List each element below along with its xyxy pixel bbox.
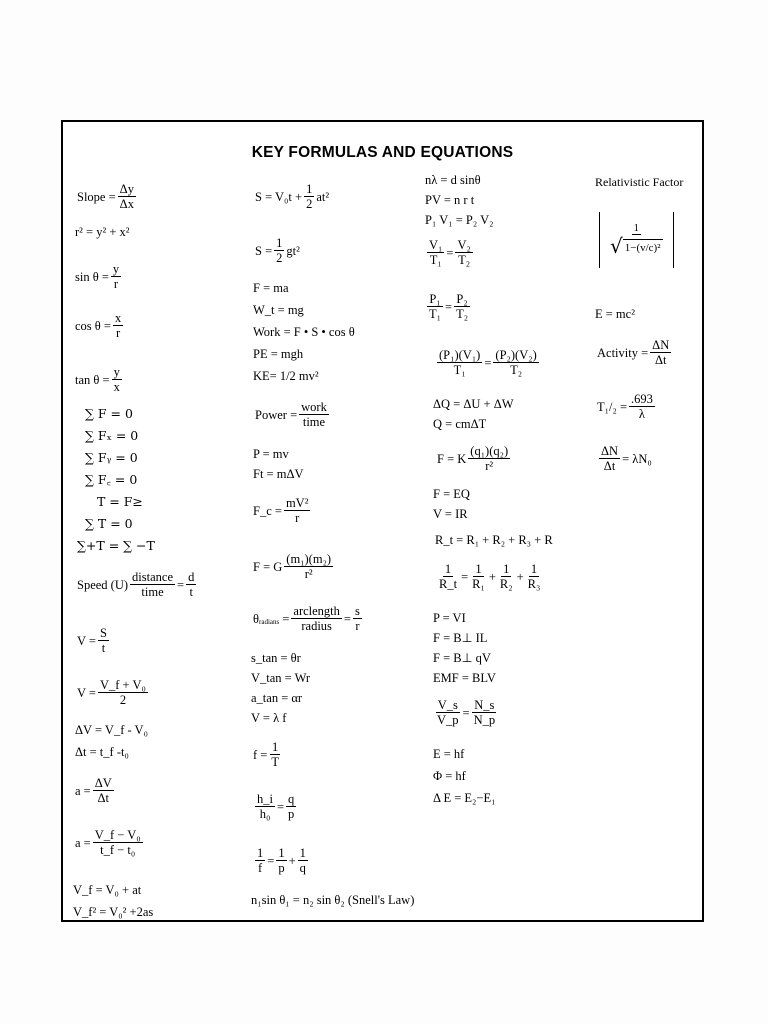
coulomb-law: F = K $\frac{\text{(q₁)(q₂)}}{\text{r²}}$ [437, 444, 509, 474]
speed-formula: Speed (U) $\frac{\text{distance}}{\text{time}}$ = $\frac{d}{t}$ [77, 570, 195, 600]
decay-formula: $\frac{\Delta N}{\Delta t}$ = λN₀ [601, 444, 652, 474]
work-function: Φ = hf [433, 769, 466, 783]
sum-forces-x: ∑ Fₓ = 0 [85, 428, 139, 443]
transformer-formula: $\frac{V\_s}{V\_p}$ = $\frac{N\_s}{N\_p}$ [437, 698, 496, 728]
sum-forces: ∑ F = 0 [85, 406, 133, 421]
series-resistance: R_t = R₁ + R₂ + R₃ + R [435, 533, 553, 547]
gravitation-formula: F = G $\frac{\text{(m₁)(m₂)}}{\text{r²}}$ [253, 552, 332, 582]
velocity-formula: V = $\frac{S}{t}$ [77, 626, 107, 656]
kinetic-energy-formula: KE= 1/2 mv² [253, 369, 319, 383]
tangential-arc: s_tan = θr [251, 651, 301, 665]
boyles-law: P₁ V₁ = P₂ V₂ [425, 213, 494, 227]
specific-heat-formula: Q = cmΔT [433, 417, 487, 431]
energy-difference: Δ E = E₂−E₁ [433, 791, 496, 805]
torque-balance: ∑+T = ∑ −T [77, 538, 155, 553]
tangent-formula: tan θ = $\frac{y}{x}$ [75, 365, 120, 395]
radian-angle-formula: θ radians = $\frac{\text{arclength}}{\text{radius}}$ = $\frac{s}{r}$ [253, 604, 360, 634]
delta-velocity: ΔV = V_f - V₀ [75, 723, 148, 737]
pythagorean-formula: r² = y² + x² [75, 225, 130, 239]
relativistic-factor-formula: 1 √ 1−(v/c)² [599, 212, 674, 268]
cosine-formula: cos θ = $\frac{x}{r}$ [75, 311, 122, 341]
work-formula: Work = F • S • cos θ [253, 325, 355, 339]
half-life-formula: T₁/₂ = $\frac{.693}{\lambda}$ [597, 392, 653, 422]
gay-lussac-law: $\frac{\text{P₁}}{\text{T₁}}$ = $\frac{\text{P₂}}{\text{T₂}}$ [429, 292, 469, 322]
lens-formula: $\frac{1}{f}$ = $\frac{1}{p}$ + $\frac{1}{q}$ [257, 846, 306, 876]
torque-equation: T = F≥ [97, 494, 143, 509]
page-title: KEY FORMULAS AND EQUATIONS [251, 144, 514, 161]
first-law-thermo: ΔQ = ΔU + ΔW [433, 397, 514, 411]
mass-energy-formula: E = mc² [595, 307, 635, 321]
power-formula: Power = $\frac{\text{work}}{\text{time}}$ [255, 400, 327, 430]
delta-time: Δt = t_f -t₀ [75, 745, 129, 759]
ideal-gas-law: PV = n r t [425, 193, 475, 207]
magnification-formula: $\frac{h\_i}{\text{h₀}}$ = $\frac{q}{p}$ [257, 792, 295, 822]
ohms-law: V = IR [433, 507, 468, 521]
electric-field-formula: F = EQ [433, 487, 470, 501]
formula-sheet [61, 120, 704, 922]
tangential-acceleration: a_tan = αr [251, 691, 303, 705]
newton-second-law: F = ma [253, 281, 289, 295]
diffraction-formula: nλ = d sinθ [425, 173, 481, 187]
average-velocity-formula: V = $\frac{\text{V\_f + V₀}}{2}$ [77, 678, 146, 708]
charles-law: $\frac{\text{V₁}}{\text{T₁}}$ = $\frac{\text{V₂}}{\text{T₂}}$ [429, 238, 471, 268]
force-on-charge: F = B⊥ qV [433, 651, 491, 665]
impulse-formula: Ft = mΔV [253, 467, 304, 481]
parallel-resistance: $\frac{1}{R\_t}$ = $\frac{1}{\text{R₁}}$ + $\frac{1}{\text{R₂}}$ + $\frac{1}{\text{R₃}}$ [439, 562, 541, 592]
displacement-formula-2: S = $\frac{1}{2}$ gt² [255, 236, 300, 266]
photon-energy: E = hf [433, 747, 465, 761]
momentum-formula: P = mv [253, 447, 289, 461]
wave-speed-formula: V = λ f [251, 711, 287, 725]
sum-forces-z: ∑ F꜀ = 0 [85, 472, 138, 487]
snells-law: n₁sin θ₁ = n₂ sin θ₂ (Snell's Law) [251, 893, 415, 907]
final-velocity-1: V_f = V₀ + at [73, 883, 142, 897]
sum-forces-y: ∑ Fᵧ = 0 [85, 450, 138, 465]
displacement-formula-1: S = V₀t + $\frac{1}{2}$ at² [255, 182, 330, 212]
sine-formula: sin θ = $\frac{y}{r}$ [75, 262, 120, 292]
weight-formula: W_t = mg [253, 303, 304, 317]
combined-gas-law: $\frac{\text{(P₁)(V₁)}}{\text{T₁}}$ = $\frac{\text{(P₂)(V₂)}}{\text{T₂}}$ [439, 348, 537, 378]
motional-emf: EMF = BLV [433, 671, 496, 685]
sum-torques: ∑ T = 0 [85, 516, 133, 531]
tangential-velocity: V_tan = Wr [251, 671, 311, 685]
activity-formula: Activity = $\frac{\Delta N}{\Delta t}$ [597, 338, 670, 368]
final-velocity-2: V_f² = V₀² +2as [73, 905, 154, 919]
acceleration-formula-1: a = $\frac{\Delta V}{\Delta t}$ [75, 776, 112, 806]
force-on-wire: F = B⊥ IL [433, 631, 488, 645]
potential-energy-formula: PE = mgh [253, 347, 304, 361]
relativistic-factor-title: Relativistic Factor [595, 175, 684, 189]
electric-power-formula: P = VI [433, 611, 466, 625]
slope-formula: Slope = $\frac{\Delta y}{\Delta x}$ [77, 182, 134, 212]
frequency-formula: f = $\frac{1}{T}$ [253, 740, 279, 770]
centripetal-force-formula: F_c = $\frac{\text{mV²}}{r}$ [253, 496, 309, 526]
acceleration-formula-2: a = $\frac{\text{V\_f − V₀}}{\text{t\_f − t₀}}$ [75, 828, 141, 858]
